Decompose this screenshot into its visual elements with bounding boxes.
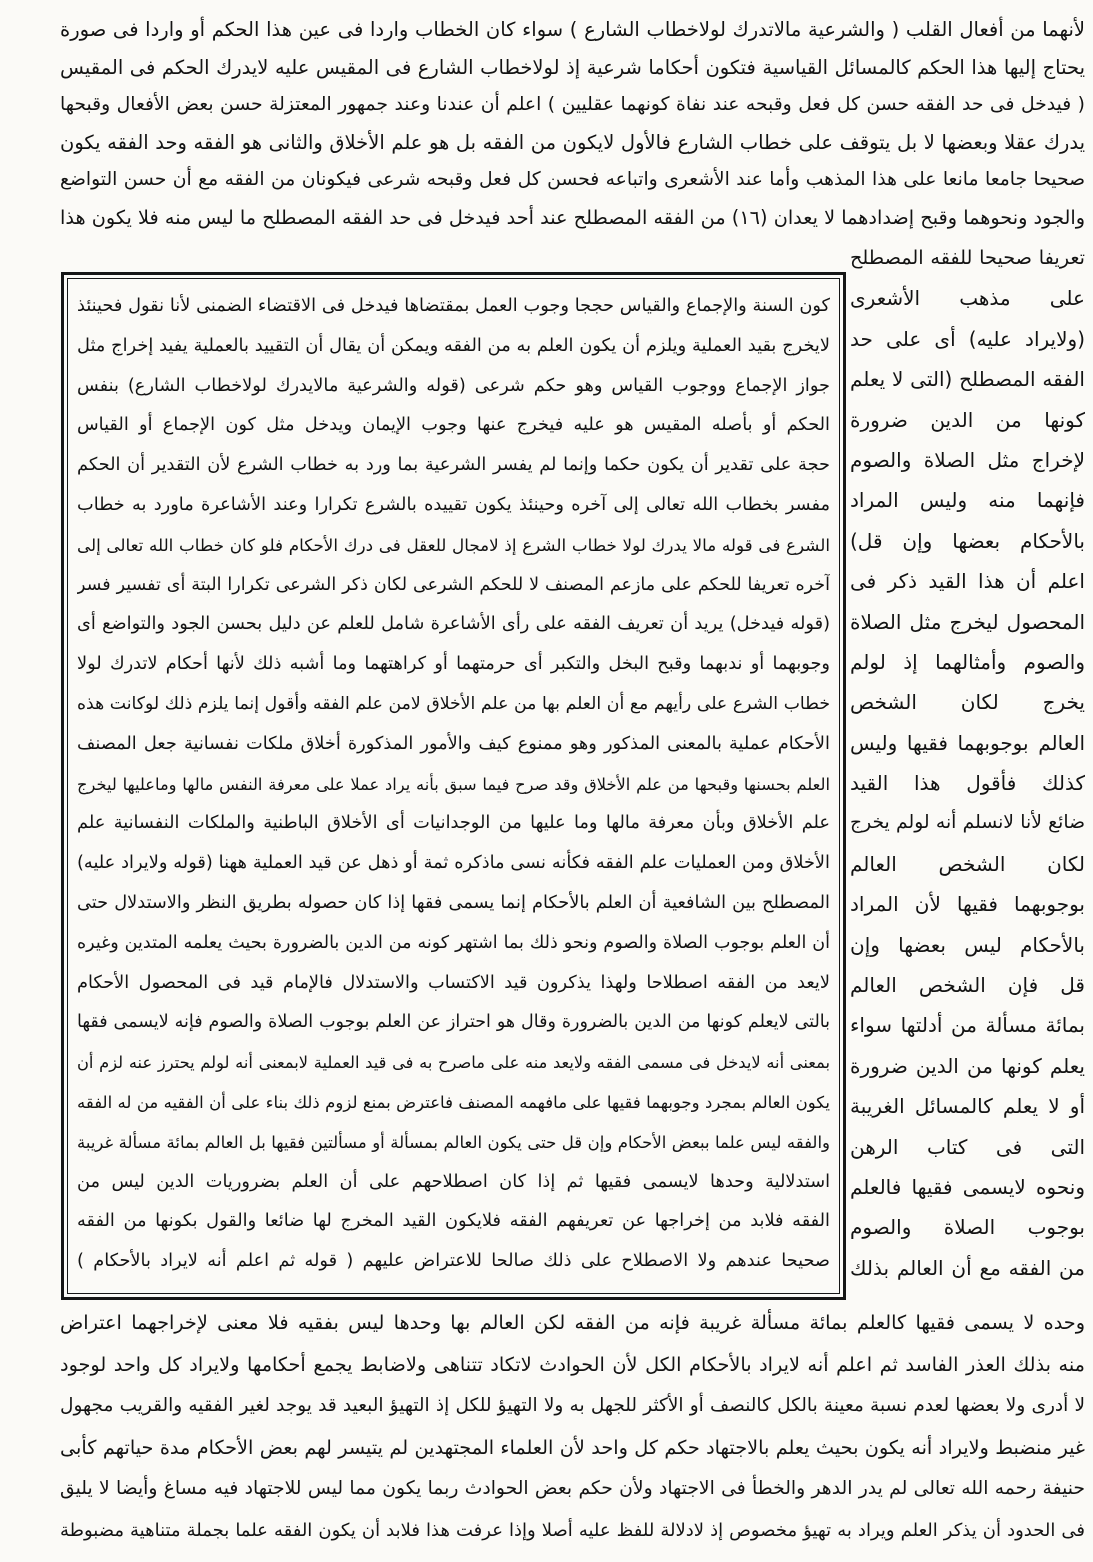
gloss-text-line: بالتى لايعلم كونها من الدين بالضرورة وقال هو احتراز عن العلم بوجوب الصلاة والصوم فإنه لايسمى فقها xyxy=(77,1012,830,1033)
gloss-text-line: وجوبهما أو ندبهما وقبح البخل والتكبر أى حرمتهما أو كراهتهما وما أشبه ذلك لأنها أحكام لاتدرك لولا xyxy=(77,654,830,675)
gloss-text-line: استدلالية وحدها لايسمى فقيها ثم إذا كان اصطلاحهم على أن العلم بضروريات الدين ليس من xyxy=(77,1171,830,1192)
gloss-text-line: المصطلح بين الشافعية أن العلم بالأحكام إنما يسمى فقها إذا كان حصوله بطريق النظر والاستدلال حتى xyxy=(77,892,830,913)
gloss-text-line: حجة على تقدير أن يكون حكما وإنما لم يفسر الشرعية بما ورد به خطاب الشرع لأن التقدير أن الحكم xyxy=(77,455,830,476)
gloss-box xyxy=(61,272,846,1300)
top-text-line: يحتاج إليها هذا الحكم كالمسائل القياسية فتكون أحكاما شرعية إذ لولاخطاب الشارع فى المقيس عليه لايدرك الحكم فى المقيس xyxy=(60,55,1085,79)
bottom-text-line: وحده لا يسمى فقيها كالعلم بمائة مسألة غريبة فإنه من الفقه لكن العالم بها وحدها ليس بفقيه فلا معنى لإخراجهما اعتراض xyxy=(60,1311,1085,1334)
margin-text-line: (ولايراد عليه) أى على حد xyxy=(850,326,1085,351)
margin-text-line: بوجوب الصلاة والصوم xyxy=(850,1215,1085,1240)
margin-text-line: على مذهب الأشعرى xyxy=(850,286,1085,311)
gloss-text-line: الأحكام عملية بالمعنى المذكور وهو ممنوع كيف والأمور المذكورة أخلاق ملكات نفسانية جعل المصنف xyxy=(77,733,830,754)
gloss-text-line: مفسر بخطاب الله تعالى إلى آخره وحينئذ يكون تقييده بالشرع تكرارا وعند الأشاعرة ماورد به خطاب xyxy=(77,494,830,515)
top-text-line: ( فيدخل فى حد الفقه حسن كل فعل وقبحه عند نفاة كونهما عقليين ) اعلم أن عندنا وعند جمهور المعتزلة حسن بعض الأفعال وقبحها xyxy=(60,94,1085,116)
gloss-text-line: الفقه فلابد من إخراجها عن تعريفهم الفقه فلايكون القيد المخرج لها ضائعا والقول بكونها من الفقه xyxy=(77,1211,830,1232)
margin-text-line: كونها من الدين ضرورة xyxy=(850,407,1085,432)
margin-text-column xyxy=(850,238,1085,1288)
bottom-text-line: حنيفة رحمه الله تعالى لم يدر الدهر والخطأ فى الاجتهاد ولأن حكم بعض الحوادث ربما يكون مما ليس للاجتهاد فيه مساغ وأيضا لا يليق xyxy=(60,1478,1085,1499)
gloss-text-line: والفقه ليس علما ببعض الأحكام وإن قل حتى يكون العالم بمسألة أو مسألتين فقيها بل العالم بمائة مسألة غريبة xyxy=(77,1132,830,1152)
gloss-text-line: علم الأخلاق وبأن معرفة مالها وما عليها من الوجدانيات أى الأخلاق الباطنية والملكات النفسانية علم xyxy=(77,813,830,834)
bottom-text-line: غير منضبط ولايراد أنه يكون بحيث يعلم بالاجتهاد حكم كل واحد لأن العلماء المجتهدين لم يتيسر لهم بعض الأحكام مدة حياتهم كأبى xyxy=(60,1435,1085,1459)
gloss-text-line: لايعد من الفقه اصطلاحا ولهذا يذكرون قيد الاكتساب والاستدلال فالإمام قيد فى المحصول الأحكام xyxy=(77,972,830,993)
margin-text-line: أو لا يعلم كالمسائل الغريبة xyxy=(850,1094,1085,1119)
margin-text-line: بالأحكام ليس بعضها وإن xyxy=(850,932,1085,957)
gloss-text-line: الحكم أو بأصله المقيس هو عليه فيخرج عنها وجوب الإيمان ويدخل مثل كون الإجماع أو القياس xyxy=(77,415,830,436)
gloss-text-line: يكون العالم بمجرد وجوبهما فقيها على مافهمه المصنف فاعترض بمنع لزوم ذلك بناء على أن الفقيه من له الفقه xyxy=(77,1092,830,1112)
bottom-text-line: فى الحدود أن يذكر العلم ويراد به تهيؤ مخصوص إذ لادلالة للفظ عليه أصلا وإذا عرفت هذا فلابد أن يكون الفقه علما بجملة متناهية مضبوطة xyxy=(60,1519,1085,1541)
bottom-text-line: منه بذلك العذر الفاسد ثم اعلم أنه لايراد بالأحكام الكل لأن الحوادث لاتكاد تتناهى ولاضابط يجمع أحكامها ولايراد كل واحد لوجود xyxy=(60,1352,1085,1376)
margin-text-line: التى فى كتاب الرهن xyxy=(850,1134,1085,1159)
gloss-text-line: خطاب الشرع على رأيهم مع أن العلم بها من علم الأخلاق لامن علم الفقه وأقول إنما يلزم ذلك لوكانت هذه xyxy=(77,693,830,714)
gloss-text-line: صحيحا عندهم ولا الاصطلاح على ذلك صالحا للاعتراض عليهم ( قوله ثم اعلم أنه لايراد بالأحكام ) xyxy=(77,1251,830,1272)
gloss-text-line: بمعنى أنه لايدخل فى مسمى الفقه ولايعد منه على ماصرح به فى قيد العملية لابمعنى أنه لولم يحترز عنه لزم أن xyxy=(77,1053,830,1073)
bottom-text-line: لا أدرى ولا بعضها لعدم نسبة معينة بالكل كالنصف أو الأكثر للجهل به ولا التهيؤ للكل إذ التهيؤ البعيد قد يوجد لغير الفقيه والقريب مجهول xyxy=(60,1395,1085,1416)
bottom-text-block xyxy=(60,1302,1085,1551)
margin-text-line: اعلم أن هذا القيد ذكر فى xyxy=(850,569,1085,594)
margin-text-line: المحصول ليخرج مثل الصلاة xyxy=(850,609,1085,634)
top-text-line: لأنهما من أفعال القلب ( والشرعية مالاتدرك لولاخطاب الشارع ) سواء كان الخطاب واردا فى عين هذا الحكم أو واردا فى صورة xyxy=(60,18,1085,41)
margin-text-line: تعريفا صحيحا للفقه المصطلح xyxy=(850,246,1085,269)
margin-text-line: بوجوبهما فقيها لأن المراد xyxy=(850,892,1085,917)
margin-text-line: فإنهما منه وليس المراد xyxy=(850,488,1085,513)
gloss-text-line: لايخرج بقيد العملية ويلزم أن يكون العلم به من الفقه ويمكن أن يقال أن التقييد بالعملية يفيد إخراج مثل xyxy=(77,335,830,356)
margin-text-line: ضائع لأنا لانسلم أنه لولم يخرج xyxy=(850,812,1085,834)
margin-text-line: بالأحكام بعضها وإن قل) xyxy=(850,528,1085,553)
top-text-block xyxy=(60,11,1085,237)
top-text-line: يدرك عقلا وبعضها لا بل يتوقف على خطاب الشارع فالأول لايكون من الفقه بل هو علم الأخلاق والثانى هو الفقه وحد الفقه يكون xyxy=(60,130,1085,154)
margin-text-line: من الفقه مع أن العالم بذلك xyxy=(850,1255,1085,1280)
margin-text-line: قل فإن الشخص العالم xyxy=(850,973,1085,998)
margin-text-line: كذلك فأقول هذا القيد xyxy=(850,771,1085,796)
margin-text-line: يعلم كونها من الدين ضرورة xyxy=(850,1053,1085,1078)
gloss-text-line: العلم بحسنها وقبحها من علم الأخلاق وقد صرح فيما سبق بأنه يراد عملا على معرفة النفس مالها وماعليها ليخرج xyxy=(77,774,830,794)
margin-text-line: لكان الشخص العالم xyxy=(850,851,1085,876)
margin-text-line: لإخراج مثل الصلاة والصوم xyxy=(850,447,1085,472)
margin-text-line: والصوم وأمثالهما إذ لولم xyxy=(850,649,1085,674)
margin-text-line: العالم بوجوبهما فقيها وليس xyxy=(850,730,1085,755)
margin-text-line: ونحوه لايسمى فقيها فالعلم xyxy=(850,1174,1085,1199)
gloss-box-inner-frame xyxy=(67,278,840,1294)
gloss-text-line: (قوله فيدخل) يريد أن تعريف الفقه على رأى الأشاعرة شامل للعلم عن دليل بحسن الجود والتواضع أى xyxy=(77,614,830,635)
gloss-text-line: الأخلاق ومن العمليات علم الفقه فكأنه نسى ماذكره ثمة أو ذهل عن قيد العملية ههنا (قوله ولايراد عليه) xyxy=(77,853,830,874)
margin-text-line: بمائة مسألة من أدلتها سواء xyxy=(850,1013,1085,1038)
gloss-text-line: الشرع فى قوله مالا يدرك لولا خطاب الشرع إذ لامجال للعقل فى درك الأحكام فلو كان خطاب الله تعالى إلى xyxy=(77,534,830,555)
margin-text-line: يخرج لكان الشخص xyxy=(850,690,1085,715)
top-text-line: صحيحا جامعا مانعا على هذا المذهب وأما عند الأشعرى واتباعه فحسن كل فعل وقبحه شرعى فيكونان من الفقه مع أن حسن التواضع xyxy=(60,169,1085,191)
margin-text-line: الفقه المصطلح (التى لا يعلم xyxy=(850,367,1085,392)
top-text-line: والجود ونحوهما وقبح إضدادهما لا يعدان (١٦) من الفقه المصطلح عند أحد فيدخل فى حد الفقه المصطلح ما ليس منه فلا يكون هذا xyxy=(60,205,1085,229)
gloss-text-line: آخره تعريفا للحكم على مازعم المصنف لا للحكم الشرعى لكان ذكر الشرعى تكرارا البتة أى تفسير فسر xyxy=(77,574,830,595)
gloss-text-line: أن العلم بوجوب الصلاة والصوم ونحو ذلك بما اشتهر كونه من الدين بالضرورة بحيث يعلمه المتدين وغيره xyxy=(77,932,830,953)
gloss-text-line: جواز الإجماع ووجوب القياس وهو حكم شرعى (قوله والشرعية مالايدرك لولاخطاب الشارع) بنفس xyxy=(77,375,830,396)
gloss-text-line: كون السنة والإجماع والقياس حججا وجوب العمل بمقتضاها فيدخل فى الاقتضاء الضمنى لأنا نقول فحينئذ xyxy=(77,296,830,316)
